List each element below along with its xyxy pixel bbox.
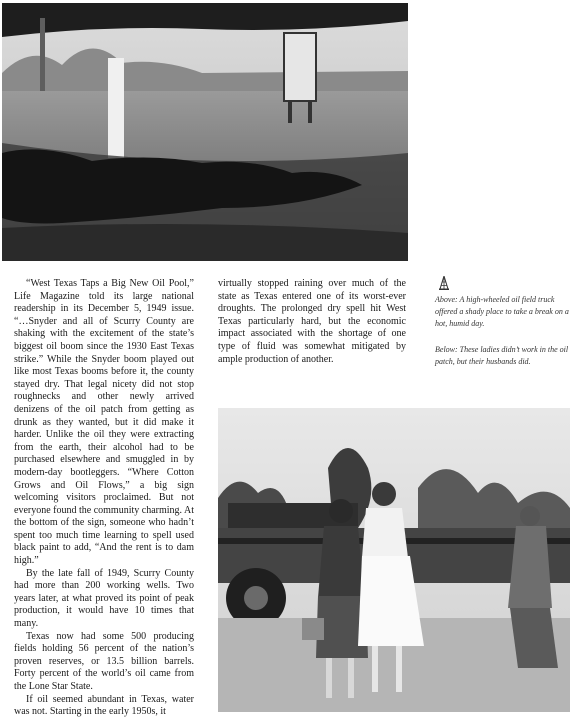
article-paragraph: virtually stopped raining over much of the state as Texas entered one of its worst-ever droughts. The prolonged dry spell hit West Texas particularly hard, but the economic impact associated with the shortage of one type of fluid was somewhat mitigated by ample production of another.	[218, 278, 406, 365]
photo-women-by-truck	[218, 408, 570, 712]
photo-men-resting-under-truck	[2, 3, 408, 261]
article-column-one	[14, 278, 194, 719]
photo-men-resting-image	[2, 3, 408, 261]
article-paragraph: If oil seemed abundant in Texas, water was not. Starting in the early 1950s, it	[14, 693, 194, 718]
article-paragraph: “West Texas Taps a Big New Oil Pool,” Life Magazine told its large national readership in its December 5, 1949 issue. “…Snyder and all of Scurry County are shaking with the excitement of the state’s biggest oil boom since the 1930 East Texas strike.” While the Snyder boom played out like most Texas booms before it, the county stayed dry. That legal nicety did not stop roughnecks and other newly arrived denizens of the oil patch from getting as drunk as they wanted, but it did make it harder. Unlike the oil they were extracting from the earth, their alcohol had to be purchased elsewhere and smuggled in by modern-day bootleggers. “Where Cotton Grows and Oil Flows,” a big sign welcoming visitors proclaimed. But not everyone found the community charming. At the bottom of the sign, someone who hadn’t spent too much time learning to spell used black paint to add, “And the rent is to dam high.”	[14, 278, 194, 567]
photo-captions	[435, 276, 569, 382]
oil-derrick-icon	[439, 276, 449, 290]
caption-below: Below: These ladies didn’t work in the oil patch, but their husbands did.	[435, 345, 569, 366]
caption-above: Above: A high-wheeled oil field truck offered a shady place to take a break on a hot, humid day.	[435, 295, 569, 328]
article-paragraph: By the late fall of 1949, Scurry County had more than 200 working wells. Two years later, at what proved its point of peak production, it would have 10 times that many.	[14, 567, 194, 630]
photo-women-image	[218, 408, 570, 712]
article-paragraph: Texas now had some 500 producing fields holding 56 percent of the nation’s proven reserves, or 13.5 billion barrels. Forty percent of the world’s oil came from the Lone Star State.	[14, 630, 194, 692]
article-column-two	[218, 278, 406, 366]
